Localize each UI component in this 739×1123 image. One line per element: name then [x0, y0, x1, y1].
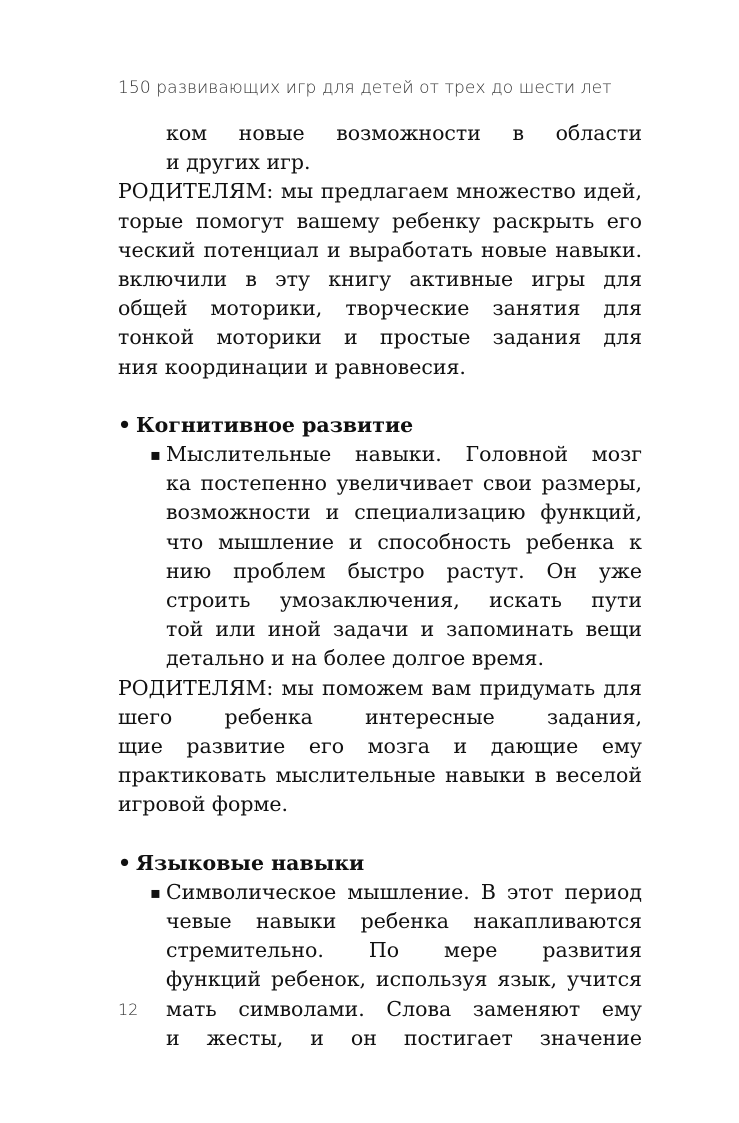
text-line: ком новые возможности в области — [166, 121, 642, 145]
running-head: 150 развивающих игр для детей от трех до шести лет — [118, 78, 612, 98]
text-line: практиковать мыслительные навыки в веселой — [118, 763, 642, 788]
square-bullet-icon: ▪ — [150, 882, 161, 902]
language-paragraph — [118, 878, 642, 1053]
text-line: той или иной задачи и запоминать вещи — [166, 617, 642, 642]
paragraph-gap — [118, 382, 642, 411]
text-line: возможности и специализацию функций, — [166, 500, 642, 525]
text-line: шего ребенка интересные задания, — [118, 704, 642, 729]
text-line: торые помогут вашему ребенку раскрыть его — [118, 208, 642, 233]
text-line: Символическое мышление. В этот период — [166, 879, 642, 904]
text-line: общей моторики, творческие занятия для — [118, 296, 642, 321]
section-heading-language — [118, 849, 642, 878]
text-line: ка постепенно увеличивает свои размеры, — [166, 471, 642, 496]
heading-text: Языковые навыки — [136, 850, 365, 875]
text-line: и других игр. — [166, 150, 311, 175]
bullet-icon: • — [118, 850, 132, 875]
text-line: и жесты, и он постигает значение — [166, 1025, 642, 1050]
cognitive-paragraph — [118, 440, 642, 674]
text-line: включили в эту книгу активные игры для — [118, 266, 642, 291]
heading-text: Когнитивное развитие — [136, 412, 414, 437]
paragraph-gap — [118, 820, 642, 849]
text-line: мать символами. Слова заменяют ему — [166, 996, 642, 1021]
text-line: детально и на более долгое время. — [166, 646, 544, 671]
text-line: игровой форме. — [118, 792, 289, 817]
text-line: функций ребенок, используя язык, учится — [166, 967, 642, 992]
text-line: нию проблем быстро растут. Он уже — [166, 558, 642, 583]
text-line: что мышление и способность ребенка к — [166, 529, 642, 554]
text-line: ческий потенциал и выработать новые навыки. — [118, 237, 642, 262]
parents-paragraph-physical — [118, 177, 642, 381]
text-line: строить умозаключения, искать пути — [166, 588, 642, 612]
text-line: Мыслительные навыки. Головной мозг — [166, 442, 642, 467]
text-line: РОДИТЕЛЯМ: мы предлагаем множество идей, — [118, 179, 642, 204]
text-line: ния координации и равновесия. — [118, 354, 466, 379]
text-line: тонкой моторики и простые задания для — [118, 325, 642, 350]
page-number: 12 — [118, 1000, 139, 1019]
text-line: чевые навыки ребенка накапливаются — [166, 909, 642, 934]
text-line: щие развитие его мозга и дающие ему — [118, 733, 642, 758]
body-text — [118, 119, 642, 1053]
section-heading-cognitive — [118, 411, 642, 440]
continuation-paragraph — [118, 119, 642, 177]
square-bullet-icon: ▪ — [150, 445, 161, 465]
text-line: РОДИТЕЛЯМ: мы поможем вам придумать для — [118, 675, 642, 700]
text-line: стремительно. По мере развития — [166, 938, 642, 963]
parents-paragraph-cognitive — [118, 674, 642, 820]
bullet-icon: • — [118, 412, 132, 437]
